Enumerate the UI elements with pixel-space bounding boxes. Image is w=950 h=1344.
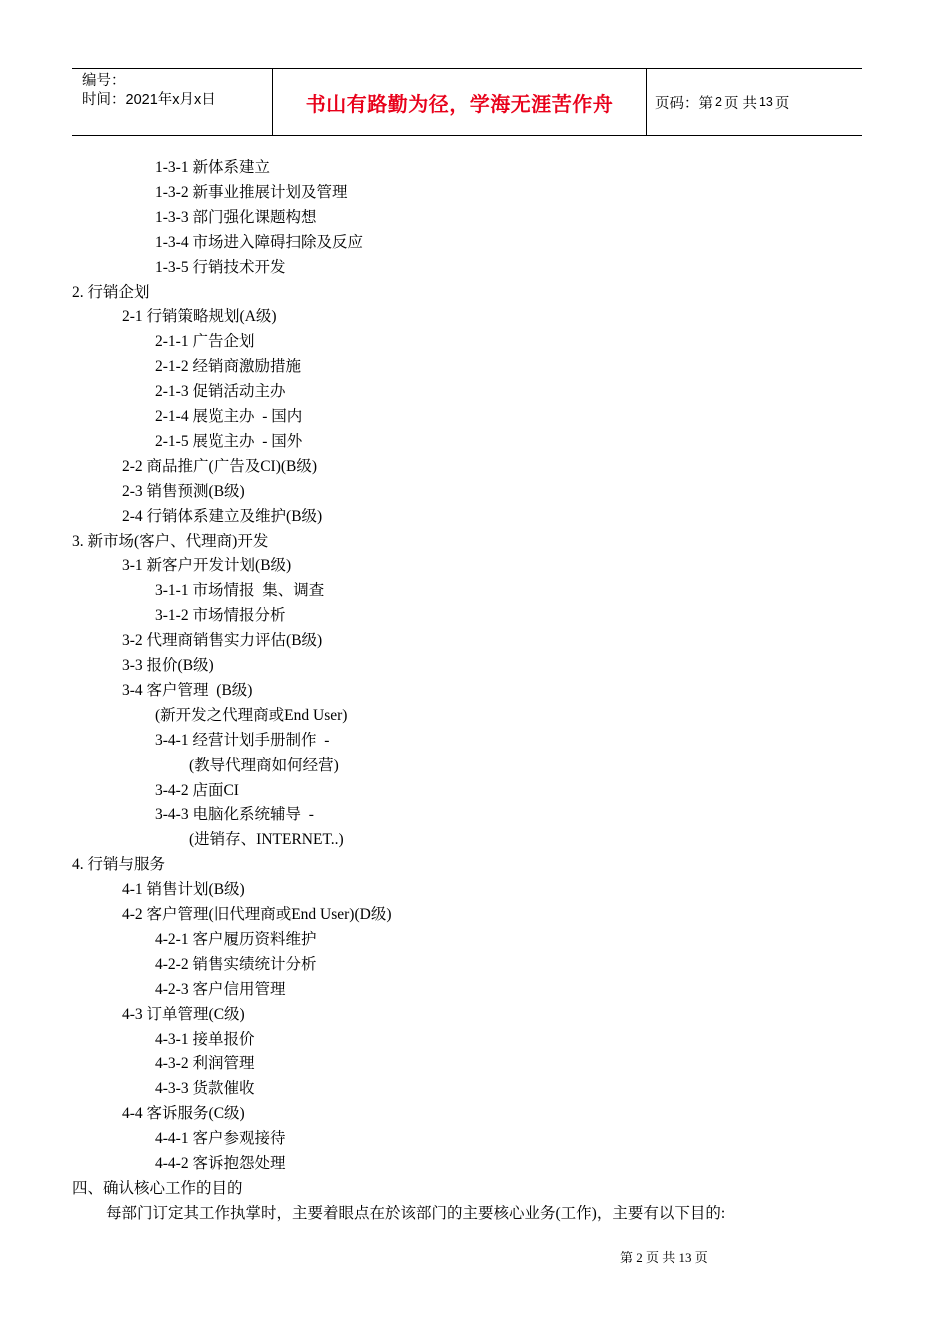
outline-line: 2-1 行销策略规划(A级) [122, 308, 277, 326]
outline-line: 3-1 新客户开发计划(B级) [122, 557, 292, 575]
outline-line: 2-3 销售预测(B级) [122, 482, 245, 500]
outline-line: 4-2-2 销售实绩统计分析 [155, 955, 317, 973]
header-info [72, 69, 273, 135]
outline-line: 4-2-1 客户履历资料维护 [155, 930, 317, 948]
outline-line: 2-4 行销体系建立及维护(B级) [122, 507, 323, 525]
header-page-number [647, 69, 862, 135]
outline-line: 2-1-2 经销商激励措施 [155, 358, 301, 376]
outline-line: 3-1-2 市场情报分析 [155, 607, 286, 625]
outline-line: 每部门订定其工作执掌时，主要着眼点在於该部门的主要核心业务(工作)，主要有以下目的: [106, 1204, 726, 1222]
outline-line: 2-1-3 促销活动主办 [155, 383, 286, 401]
outline-line: 3-2 代理商销售实力评估(B级) [122, 632, 323, 650]
time-label: 时间：2021年x月x日 [82, 92, 216, 108]
outline-line: 四、确认核心工作的目的 [72, 1179, 243, 1197]
outline-line: 4-3-1 接单报价 [155, 1030, 255, 1048]
page-current: 2 [715, 95, 722, 109]
outline-line: 4-2 客户管理(旧代理商或End User)(D级) [122, 906, 392, 923]
header-motto: 书山有路勤为径，学海无涯苦作舟 [273, 69, 647, 135]
page-label-mid: 页 共 [723, 95, 757, 112]
outline-line: 1-3-3 部门强化课题构想 [155, 208, 317, 226]
outline-line: 4-3-3 货款催收 [155, 1080, 255, 1098]
outline-line: 2-1-4 展览主办 - 国内 [155, 408, 303, 425]
outline-line: 1-3-1 新体系建立 [155, 159, 270, 176]
outline-line: 4-4 客诉服务(C级) [122, 1105, 245, 1123]
outline-line: 4. 行销与服务 [72, 856, 166, 874]
outline-line: 2-1-5 展览主办 - 国外 [155, 432, 303, 450]
page-footer: 第 2 页 共 13 页 [620, 1250, 708, 1265]
page-label-prefix: 页码：第 [655, 95, 713, 112]
outline-line: 2. 行销企划 [72, 283, 150, 301]
outline-line: 3-4-3 电脑化系统辅导 - [155, 806, 314, 824]
page-label-suffix: 页 [774, 95, 790, 112]
outline-line: 1-3-4 市场进入障碍扫除及反应 [155, 233, 363, 251]
outline-line: (教导代理商如何经营) [189, 756, 339, 774]
outline-line: 4-4-2 客诉抱怨处理 [155, 1155, 286, 1172]
outline-line: 2-1-1 广告企划 [155, 333, 255, 351]
outline-line: (新开发之代理商或End User) [155, 706, 348, 724]
outline-line: 4-3-2 利润管理 [155, 1055, 255, 1073]
outline-line: 4-2-3 客户信用管理 [155, 980, 286, 998]
page-header [72, 68, 862, 136]
outline-line: 3. 新市场(客户、代理商)开发 [72, 532, 269, 550]
outline-line: (进销存、INTERNET..) [189, 831, 344, 849]
outline-line: 3-1-1 市场情报 集、调查 [155, 582, 325, 600]
outline-line: 3-4-2 店面CI [155, 781, 239, 799]
outline-line: 2-2 商品推广(广告及CI)(B级) [122, 457, 318, 475]
outline-line: 3-4 客户管理 (B级) [122, 681, 253, 699]
code-label: 编号： [82, 73, 126, 89]
outline-line: 3-3 报价(B级) [122, 657, 214, 674]
outline-line: 4-3 订单管理(C级) [122, 1005, 245, 1023]
outline-line: 1-3-5 行销技术开发 [155, 258, 286, 276]
outline-line: 4-1 销售计划(B级) [122, 881, 245, 899]
outline-line: 4-4-1 客户参观接待 [155, 1130, 286, 1148]
outline-line: 1-3-2 新事业推展计划及管理 [155, 183, 348, 201]
outline-line: 3-4-1 经营计划手册制作 - [155, 731, 330, 749]
page-total: 13 [758, 95, 773, 109]
